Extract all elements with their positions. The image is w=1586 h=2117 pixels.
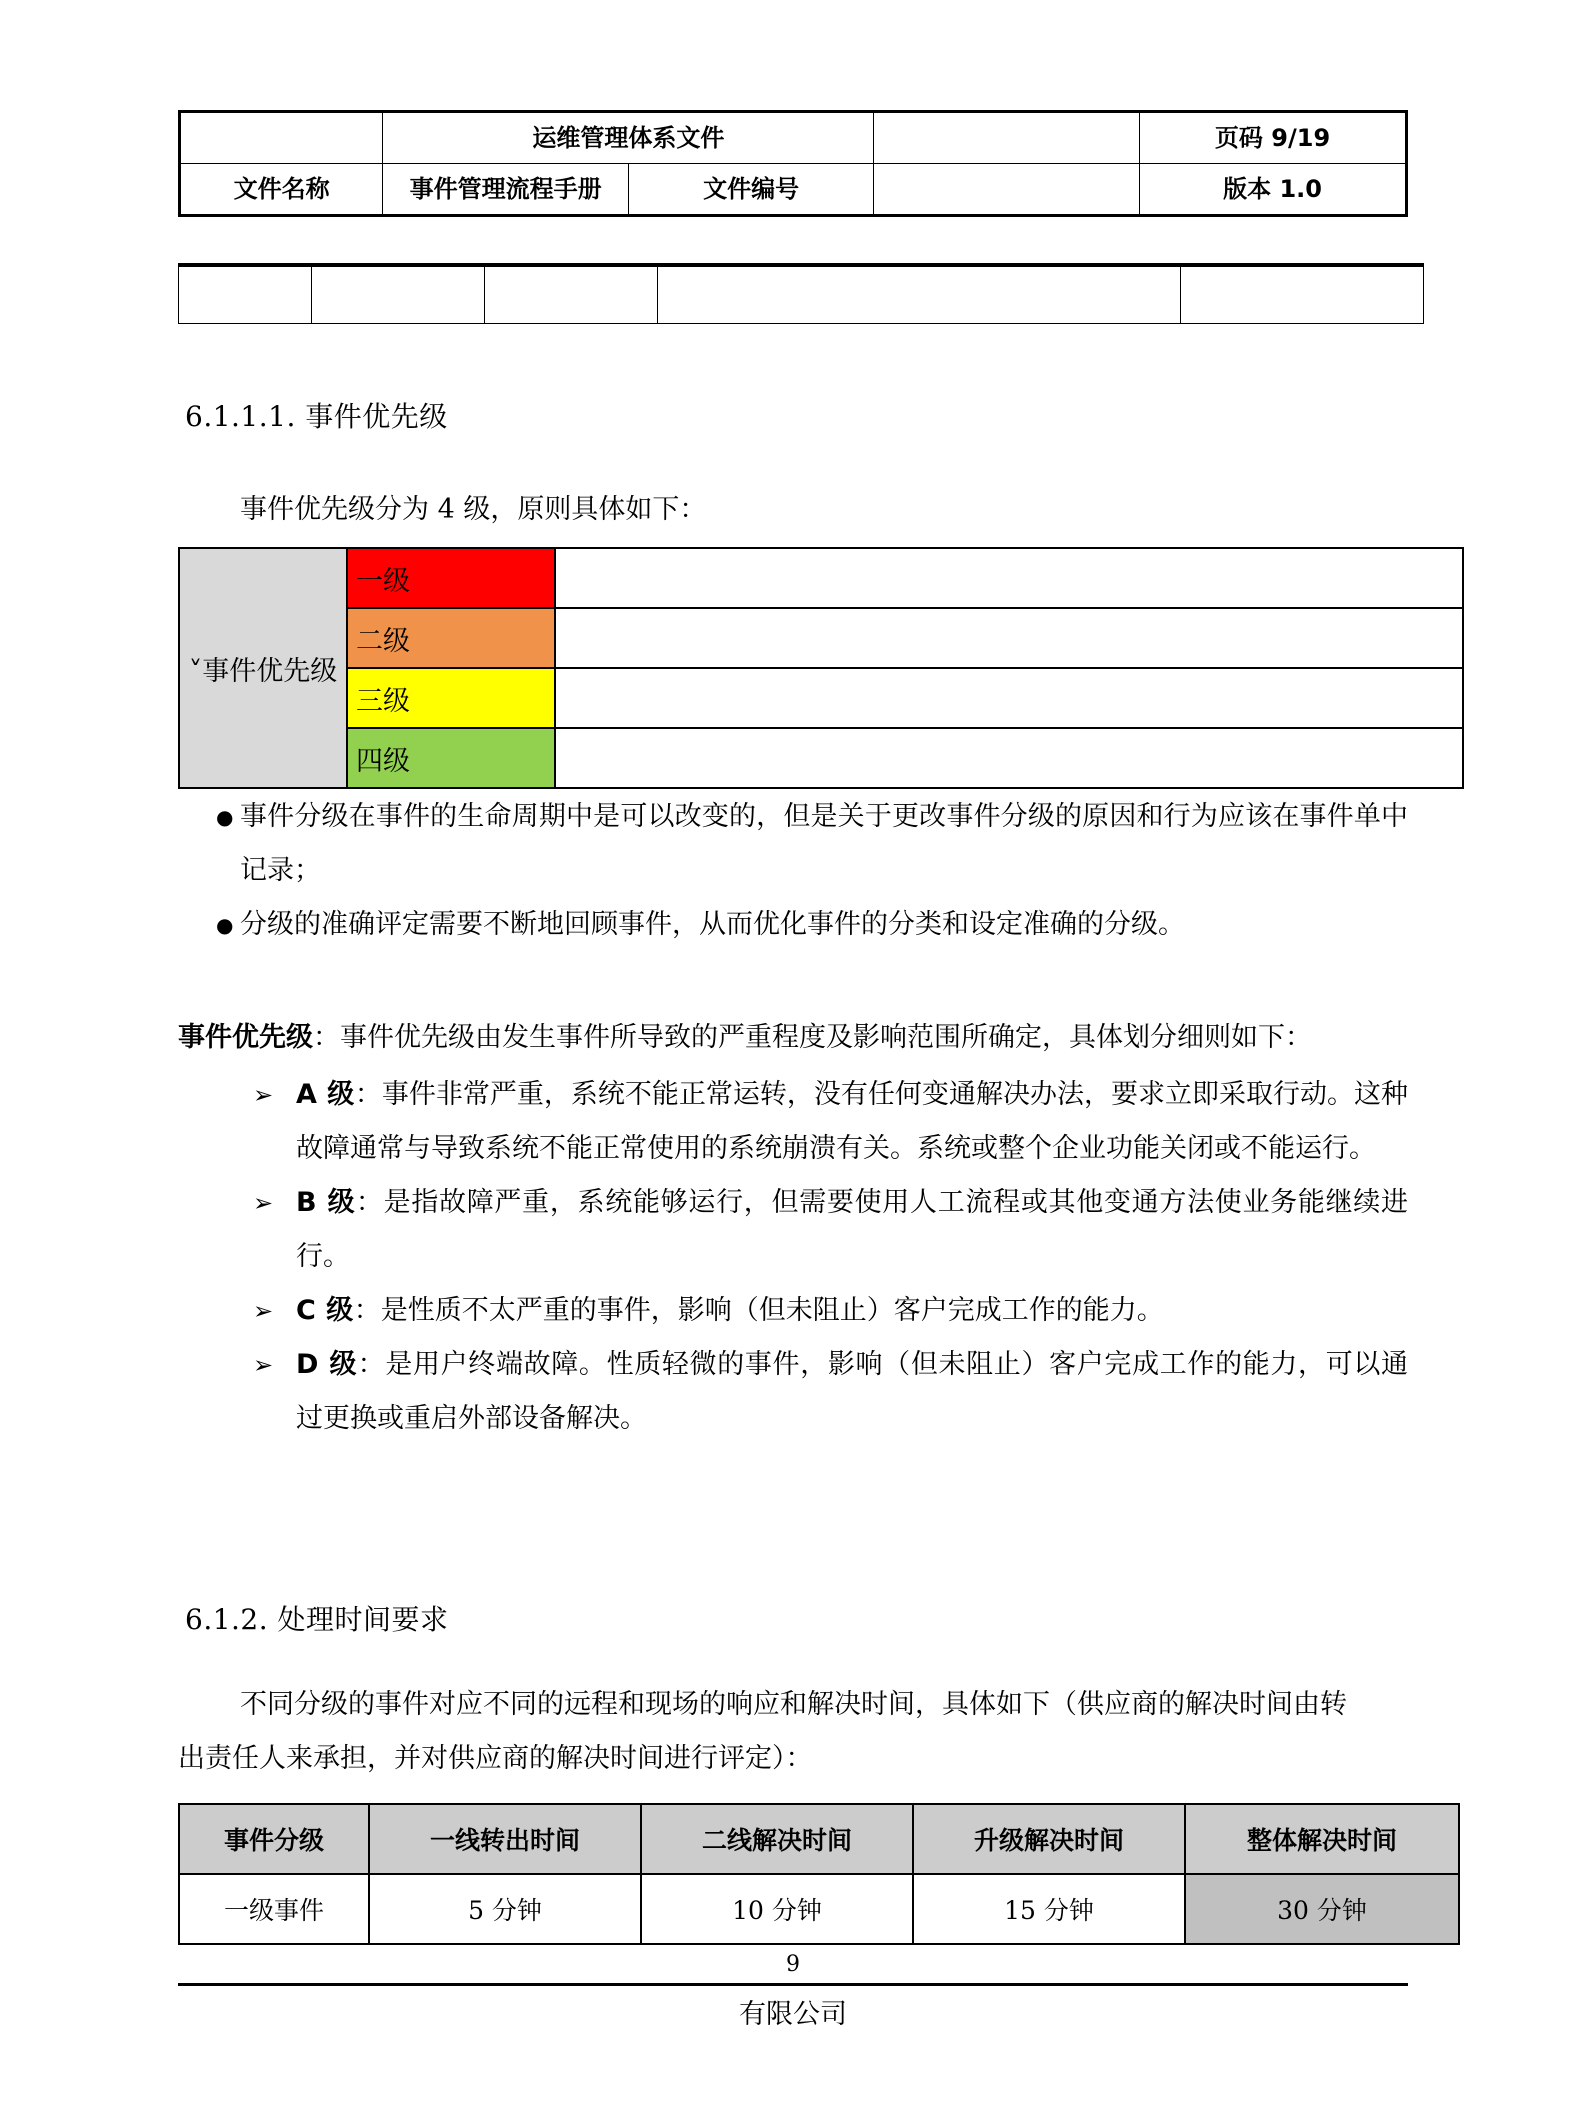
bullet-text: 事件分级在事件的生命周期中是可以改变的，但是关于更改事件分级的原因和行为应该在事件单中记录；	[240, 801, 1408, 886]
list-item	[178, 1338, 1408, 1446]
band-cell-5	[1181, 265, 1424, 324]
priority-level-cell-2: 二级	[347, 608, 555, 668]
list-item	[178, 790, 1408, 898]
priority-intro-paragraph: 事件优先级分为 4 级，原则具体如下：	[240, 494, 707, 525]
priority-table-row-label: ˅事件优先级	[179, 548, 347, 788]
level-label: D 级	[296, 1349, 358, 1380]
list-item	[178, 1068, 1408, 1176]
level-label: C 级	[296, 1295, 354, 1326]
priority-desc-cell-4	[555, 728, 1463, 788]
header-row-docinfo	[180, 164, 1407, 216]
continuation-table	[178, 263, 1408, 324]
level-label: B 级	[296, 1187, 356, 1218]
priority-level-cell-4: 四级	[347, 728, 555, 788]
bullet-disc-icon: ●	[216, 805, 234, 829]
arrow-bullet-icon: ➢	[253, 1189, 274, 1217]
time-header-cell-1: 事件分级	[179, 1804, 369, 1874]
band-cell-4	[658, 265, 1181, 324]
level-text	[296, 1284, 1408, 1338]
level-separator: ：	[357, 1349, 386, 1380]
list-item	[178, 1284, 1408, 1338]
severity-levels-list	[178, 1068, 1408, 1446]
table-row	[179, 668, 1463, 728]
list-item	[178, 898, 1408, 952]
time-header-cell-4: 升级解决时间	[913, 1804, 1185, 1874]
band-cell-3	[485, 265, 658, 324]
level-description: 是用户终端故障。性质轻微的事件，影响（但未阻止）客户完成工作的能力，可以通过更换或重启外部设备解决。	[296, 1349, 1409, 1434]
priority-definition-body: ：事件优先级由发生事件所导致的严重程度及影响范围所确定，具体划分细则如下：	[313, 1022, 1312, 1053]
section-heading-time: 6.1.2. 处理时间要求	[185, 1603, 449, 1636]
level-description: 是指故障严重，系统能够运行，但需要使用人工流程或其他变通方法使业务能继续进行。	[296, 1187, 1409, 1272]
time-header-cell-2: 一线转出时间	[369, 1804, 641, 1874]
header-system-title: 运维管理体系文件	[383, 112, 874, 164]
table-row	[179, 265, 1424, 324]
time-cell-grade: 一级事件	[179, 1874, 369, 1944]
header-docname-label: 文件名称	[180, 164, 383, 216]
time-cell-first-line: 5 分钟	[369, 1874, 641, 1944]
level-text	[296, 1068, 1408, 1176]
header-spacer-cell	[874, 112, 1140, 164]
processing-time-table	[178, 1803, 1408, 1945]
footer-company-name: 有限公司	[739, 1999, 847, 2030]
priority-definition-paragraph	[178, 1011, 1408, 1065]
header-docname-value: 事件管理流程手册	[383, 164, 629, 216]
level-separator: ：	[355, 1187, 384, 1218]
priority-notes-list	[178, 790, 1408, 952]
priority-desc-cell-3	[555, 668, 1463, 728]
section-heading-priority: 6.1.1.1. 事件优先级	[185, 400, 448, 433]
list-item	[178, 1176, 1408, 1284]
header-row-title	[180, 112, 1407, 164]
time-cell-overall: 30 分钟	[1185, 1874, 1459, 1944]
level-text	[296, 1338, 1408, 1446]
level-label: A 级	[296, 1079, 355, 1110]
header-docno-value	[874, 164, 1140, 216]
header-docno-label: 文件编号	[628, 164, 874, 216]
time-cell-escalation: 15 分钟	[913, 1874, 1185, 1944]
header-page-label: 页码 9/19	[1140, 112, 1407, 164]
priority-desc-cell-1	[555, 548, 1463, 608]
header-blank-cell	[180, 112, 383, 164]
arrow-bullet-icon: ➢	[253, 1081, 274, 1109]
time-intro-line-2: 出责任人来承担，并对供应商的解决时间进行评定）：	[178, 1743, 813, 1774]
header-table	[178, 110, 1408, 217]
table-row	[179, 548, 1463, 608]
priority-level-cell-1: 一级	[347, 548, 555, 608]
bullet-disc-icon: ●	[216, 913, 234, 937]
table-row	[179, 1874, 1459, 1944]
priority-desc-cell-2	[555, 608, 1463, 668]
priority-level-table	[178, 547, 1408, 789]
band-cell-2	[312, 265, 485, 324]
footer-divider	[178, 1983, 1408, 1986]
priority-definition-bold-prefix: 事件优先级	[178, 1022, 313, 1053]
table-header-row	[179, 1804, 1459, 1874]
bullet-text: 分级的准确评定需要不断地回顾事件，从而优化事件的分类和设定准确的分级。	[240, 909, 1185, 940]
level-separator: ：	[354, 1079, 382, 1110]
priority-level-cell-3: 三级	[347, 668, 555, 728]
level-description: 是性质不太严重的事件，影响（但未阻止）客户完成工作的能力。	[380, 1295, 1164, 1326]
time-cell-second-line: 10 分钟	[641, 1874, 913, 1944]
footer-page-number: 9	[786, 1952, 800, 1977]
time-header-cell-3: 二线解决时间	[641, 1804, 913, 1874]
table-row	[179, 608, 1463, 668]
table-row	[179, 728, 1463, 788]
time-intro-line-1: 不同分级的事件对应不同的远程和现场的响应和解决时间，具体如下（供应商的解决时间由转	[240, 1689, 1347, 1720]
header-version-label: 版本 1.0	[1140, 164, 1407, 216]
arrow-bullet-icon: ➢	[253, 1351, 274, 1379]
time-header-cell-5: 整体解决时间	[1185, 1804, 1459, 1874]
arrow-bullet-icon: ➢	[253, 1297, 274, 1325]
level-separator: ：	[353, 1295, 381, 1326]
band-cell-1	[179, 265, 312, 324]
level-description: 事件非常严重，系统不能正常运转，没有任何变通解决办法，要求立即采取行动。这种故障通常与导致系统不能正常使用的系统崩溃有关。系统或整个企业功能关闭或不能运行。	[296, 1079, 1409, 1164]
level-text	[296, 1176, 1408, 1284]
